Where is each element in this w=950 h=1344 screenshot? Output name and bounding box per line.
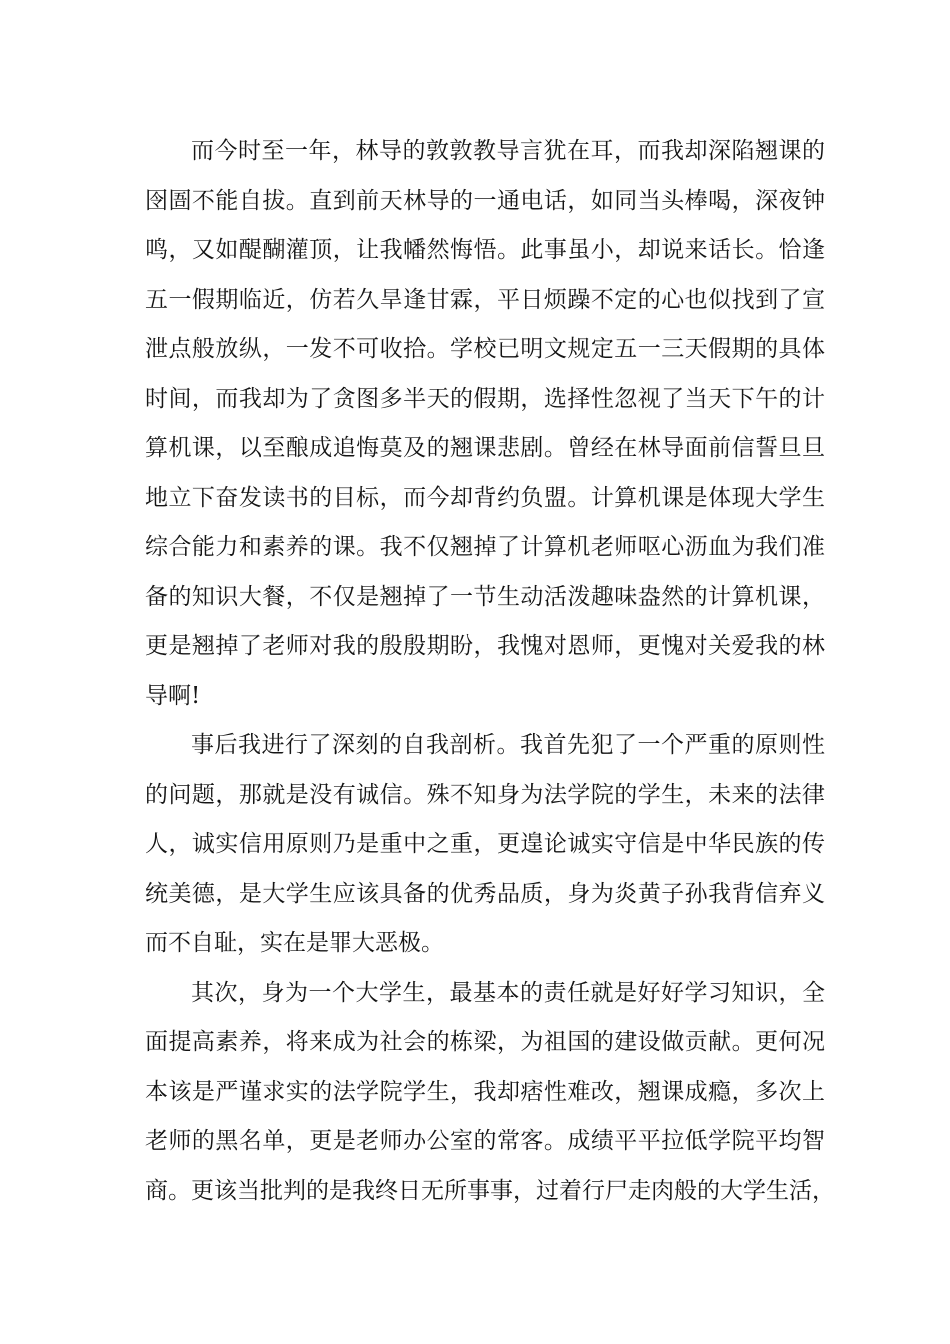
paragraph-line: 事后我进行了深刻的自我剖析。我首先犯了一个严重的原则性 (191, 732, 825, 758)
paragraph-line: 囹圄不能自拔。直到前天林导的一通电话，如同当头棒喝，深夜钟 (145, 187, 825, 214)
paragraph-line: 备的知识大餐，不仅是翘掉了一节生动活泼趣味盎然的计算机课， (145, 583, 825, 610)
paragraph-line: 统美德，是大学生应该具备的优秀品质，身为炎黄子孙我背信弃义 (145, 880, 825, 907)
paragraph-line: 泄点般放纵，一发不可收拾。学校已明文规定五一三天假期的具体 (145, 336, 825, 362)
paragraph (145, 127, 825, 721)
paragraph-line: 老师的黑名单，更是老师办公室的常客。成绩平平拉低学院平均智 (145, 1128, 825, 1154)
paragraph (145, 969, 835, 1217)
paragraph-line: 综合能力和素养的课。我不仅翘掉了计算机老师呕心沥血为我们准 (145, 534, 825, 560)
paragraph-line: 鸣，又如醍醐灌顶，让我幡然悔悟。此事虽小，却说来话长。恰逢 (145, 237, 825, 263)
paragraph-line: 更是翘掉了老师对我的殷殷期盼，我愧对恩师，更愧对关爱我的林 (145, 633, 825, 659)
body-text (145, 127, 835, 1216)
paragraph-line: 的问题，那就是没有诚信。殊不知身为法学院的学生，未来的法律 (145, 781, 825, 808)
paragraph-line: 而不自耻，实在是罪大恶极。 (145, 930, 444, 956)
paragraph-line: 导啊! (145, 682, 201, 709)
paragraph-line: 时间，而我却为了贪图多半天的假期，选择性忽视了当天下午的计 (145, 385, 825, 412)
paragraph-line: 算机课，以至酿成追悔莫及的翘课悲剧。曾经在林导面前信誓旦旦 (145, 435, 825, 461)
paragraph-line: 其次，身为一个大学生，最基本的责任就是好好学习知识，全 (191, 979, 825, 1006)
paragraph-line: 五一假期临近，仿若久旱逢甘霖，平日烦躁不定的心也似找到了宣 (145, 286, 825, 313)
paragraph (145, 721, 825, 969)
paragraph-line: 而今时至一年，林导的敦敦教导言犹在耳，而我却深陷翘课的 (191, 138, 825, 164)
paragraph-line: 面提高素养，将来成为社会的栋梁，为祖国的建设做贡献。更何况 (145, 1029, 825, 1055)
paragraph-line: 商。更该当批判的是我终日无所事事，过着行尸走肉般的大学生活， (145, 1177, 835, 1204)
paragraph-line: 地立下奋发读书的目标，而今却背约负盟。计算机课是体现大学生 (145, 484, 825, 511)
paragraph-line: 人，诚实信用原则乃是重中之重，更遑论诚实守信是中华民族的传 (145, 831, 825, 857)
paragraph-line: 本该是严谨求实的法学院学生，我却痞性难改，翘课成瘾，多次上 (145, 1078, 825, 1105)
